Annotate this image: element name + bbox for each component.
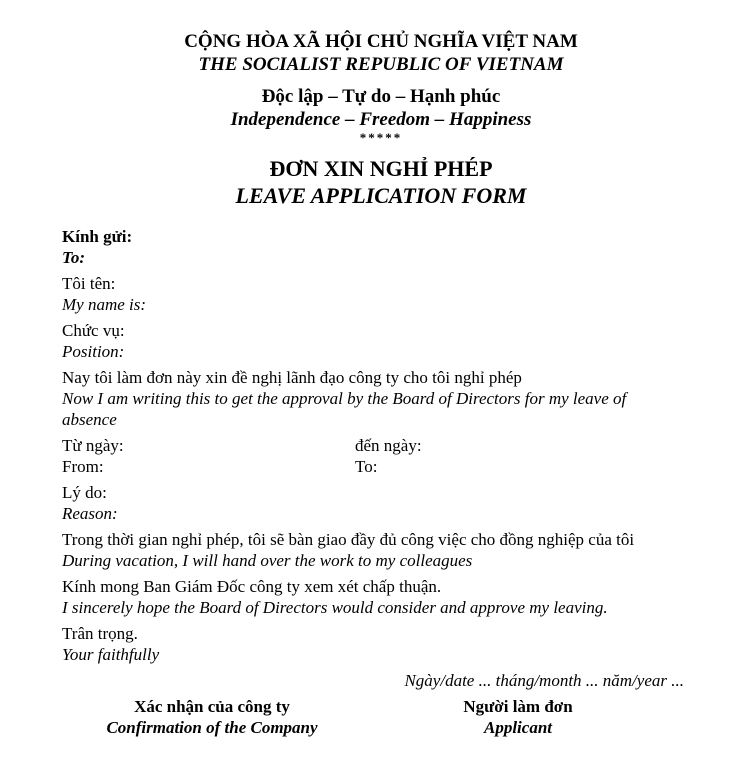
national-header: [62, 30, 700, 209]
reason-label-vi: Lý do:: [62, 483, 107, 502]
signature-row: [62, 696, 700, 738]
recipient-label-en: To:: [62, 248, 85, 267]
to-date-label-en: To:: [355, 457, 378, 476]
applicant-signature-label-vi: Người làm đơn: [463, 697, 573, 716]
from-date-label-en: From:: [62, 457, 104, 476]
position-label-vi: Chức vụ:: [62, 321, 125, 340]
handover-text-en: During vacation, I will hand over the work to my colleagues: [62, 551, 473, 570]
field-dates: [62, 435, 700, 477]
company-signature-label-vi: Xác nhận của công ty: [134, 697, 290, 716]
motto-block: [62, 85, 700, 144]
company-signature-label-en: Confirmation of the Company: [106, 718, 318, 737]
field-closing: [62, 623, 700, 665]
appeal-text-vi: Kính mong Ban Giám Đốc công ty xem xét chấp thuận.: [62, 577, 442, 596]
position-label-en: Position:: [62, 342, 125, 361]
field-handover: [62, 529, 700, 571]
applicant-signature-label-en: Applicant: [483, 718, 552, 737]
handover-text-vi: Trong thời gian nghỉ phép, tôi sẽ bàn giao đầy đủ công việc cho đồng nghiệp của tôi: [62, 530, 635, 549]
field-reason: [62, 482, 700, 524]
form-title-vi: ĐƠN XIN NGHỈ PHÉP: [269, 156, 493, 181]
name-label-vi: Tôi tên:: [62, 274, 116, 293]
signature-company: [62, 696, 362, 738]
field-from-date: [62, 435, 355, 477]
appeal-text-en: I sincerely hope the Board of Directors would consider and approve my leaving.: [62, 598, 608, 617]
form-title-en: LEAVE APPLICATION FORM: [235, 183, 527, 208]
country-name-vi: CỘNG HÒA XÃ HỘI CHỦ NGHĨA VIỆT NAM: [184, 31, 578, 52]
to-date-label-vi: đến ngày:: [355, 436, 422, 455]
from-date-label-vi: Từ ngày:: [62, 436, 124, 455]
recipient-label-vi: Kính gửi:: [62, 227, 133, 246]
name-label-en: My name is:: [62, 295, 147, 314]
reason-label-en: Reason:: [62, 504, 118, 523]
closing-text-vi: Trân trọng.: [62, 624, 138, 643]
date-fill-line: Ngày/date ... tháng/month ... năm/year ...: [404, 671, 684, 690]
form-body: [62, 226, 700, 738]
stars-separator: *****: [359, 130, 403, 145]
motto-vi: Độc lập – Tự do – Hạnh phúc: [261, 86, 501, 107]
field-to-date: [355, 435, 700, 477]
request-text-vi: Nay tôi làm đơn này xin đề nghị lãnh đạo công ty cho tôi nghỉ phép: [62, 368, 522, 387]
country-name-en: THE SOCIALIST REPUBLIC OF VIETNAM: [198, 54, 564, 75]
closing-text-en: Your faithfully: [62, 645, 160, 664]
field-position: [62, 320, 700, 362]
field-appeal: [62, 576, 700, 618]
motto-en: Independence – Freedom – Happiness: [230, 109, 532, 130]
field-recipient: [62, 226, 700, 268]
request-text-en: Now I am writing this to get the approval by the Board of Directors for my leave of absence: [62, 389, 627, 429]
field-request: [62, 367, 700, 430]
signature-applicant: [362, 696, 674, 738]
field-name: [62, 273, 700, 315]
